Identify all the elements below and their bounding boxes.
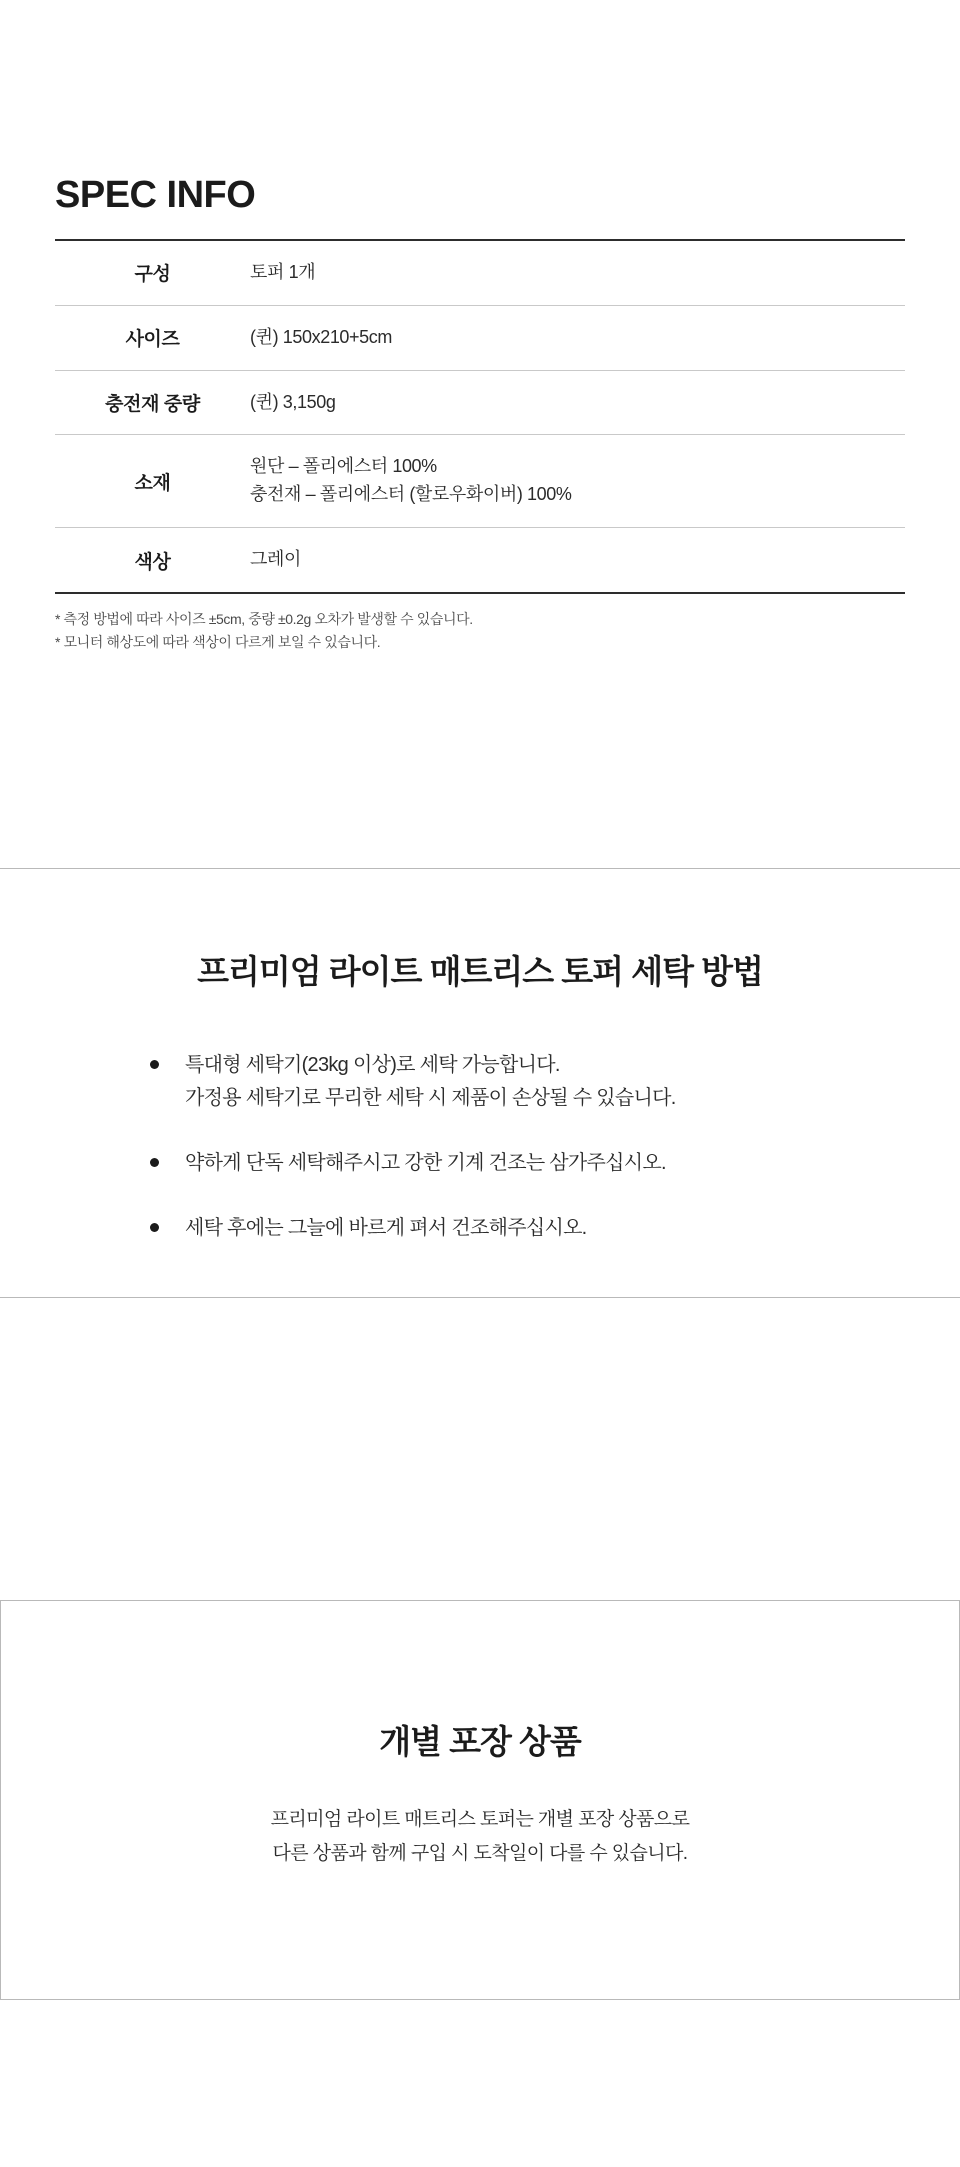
- list-item: [0, 1147, 960, 1180]
- list-item-line: 특대형 세탁기(23kg 이상)로 세탁 가능합니다.: [185, 1054, 560, 1076]
- spec-value-line: 충전재 – 폴리에스터 (할로우화이버) 100%: [250, 484, 572, 505]
- individual-packaging-title: 개별 포장 상품: [379, 1723, 581, 1760]
- spec-label: 사이즈: [125, 329, 180, 351]
- bullet-icon: [150, 1060, 159, 1069]
- spec-table: [55, 239, 905, 594]
- list-item: [0, 1049, 960, 1115]
- table-row: [55, 240, 905, 305]
- bullet-icon: [150, 1223, 159, 1232]
- spec-info-section: [55, 175, 905, 654]
- individual-packaging-box: [0, 1600, 960, 2000]
- individual-packaging-description: [1, 1763, 959, 1871]
- spec-note: * 측정 방법에 따라 사이즈 ±5cm, 중량 ±0.2g 오차가 발생할 수 있습니다.: [55, 611, 473, 628]
- spec-label: 구성: [134, 264, 171, 286]
- list-item-line: 세탁 후에는 그늘에 바르게 펴서 건조해주십시오.: [185, 1217, 587, 1239]
- table-row: [55, 370, 905, 435]
- spec-value: (퀸) 3,150g: [250, 391, 336, 412]
- spec-value-line: 원단 – 폴리에스터 100%: [250, 456, 437, 477]
- spec-note: * 모니터 해상도에 따라 색상이 다르게 보일 수 있습니다.: [55, 634, 381, 651]
- table-row: [55, 305, 905, 370]
- list-item-line: 가정용 세탁기로 무리한 세탁 시 제품이 손상될 수 있습니다.: [185, 1087, 676, 1109]
- spec-label: 충전재 중량: [105, 394, 200, 416]
- spec-value: 그레이: [250, 549, 301, 570]
- list-item-line: 약하게 단독 세탁해주시고 강한 기계 건조는 삼가주십시오.: [185, 1152, 666, 1174]
- spec-label: 소재: [134, 472, 171, 494]
- spec-value: 토퍼 1개: [250, 261, 316, 282]
- washing-instructions-box: [0, 868, 960, 1298]
- washing-instructions-list: [0, 993, 960, 1245]
- packaging-desc-line: 다른 상품과 함께 구입 시 도착일이 다를 수 있습니다.: [272, 1843, 688, 1865]
- spec-value: [250, 435, 905, 528]
- washing-instructions-title: 프리미엄 라이트 매트리스 토퍼 세탁 방법: [197, 953, 763, 990]
- spec-value: (퀸) 150x210+5cm: [250, 326, 392, 347]
- table-row: [55, 435, 905, 528]
- table-row: [55, 528, 905, 593]
- bullet-icon: [150, 1158, 159, 1167]
- page-title: SPEC INFO: [55, 174, 256, 216]
- spec-notes: [55, 608, 905, 654]
- packaging-desc-line: 프리미엄 라이트 매트리스 토퍼는 개별 포장 상품으로: [270, 1809, 690, 1830]
- list-item: [0, 1212, 960, 1245]
- spec-label: 색상: [134, 551, 171, 573]
